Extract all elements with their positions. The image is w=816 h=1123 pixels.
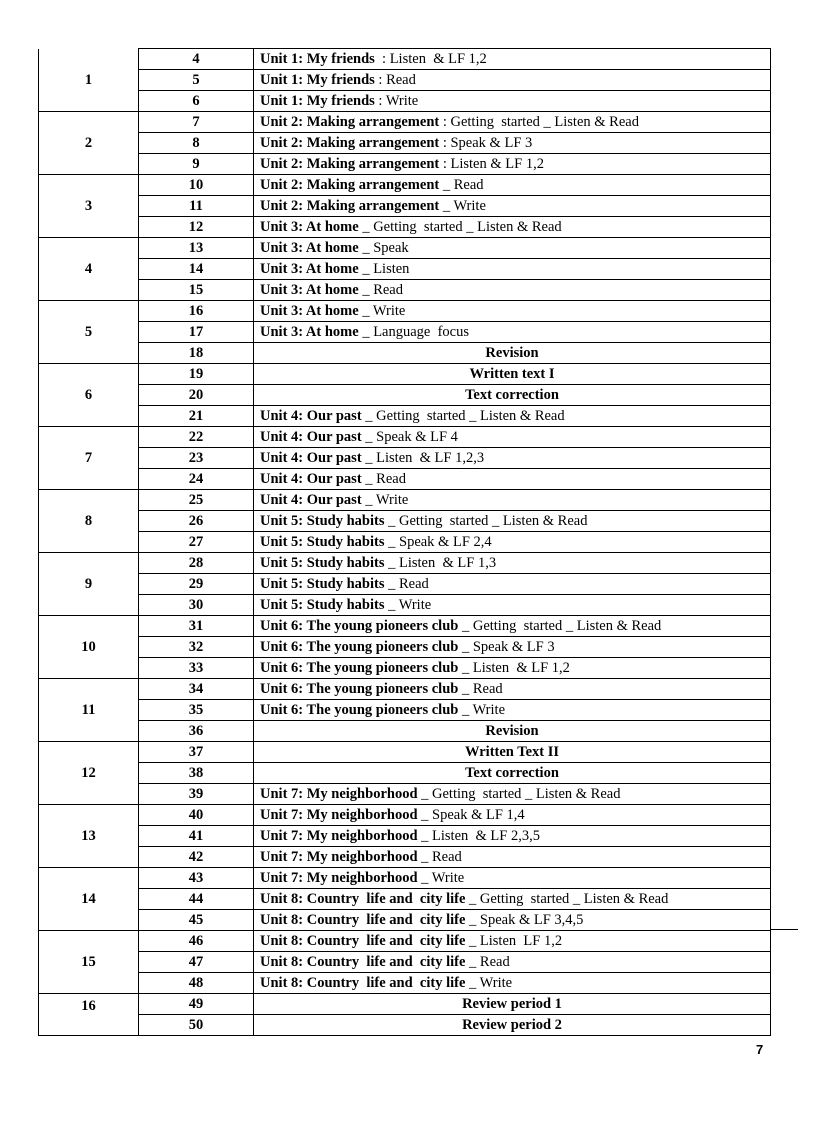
stray-rule-line	[770, 929, 798, 930]
lesson-activity: _ Speak & LF 3,4,5	[465, 912, 584, 928]
lesson-title-cell: Text correction	[254, 763, 771, 784]
lesson-cell	[254, 91, 771, 112]
period-cell: 35	[139, 700, 254, 721]
period-cell: 47	[139, 952, 254, 973]
table-row	[39, 511, 771, 532]
lesson-cell	[254, 406, 771, 427]
period-cell: 9	[139, 154, 254, 175]
lesson-activity: _ Listen	[358, 261, 410, 277]
table-row	[39, 679, 771, 700]
period-cell: 43	[139, 868, 254, 889]
period-cell: 28	[139, 553, 254, 574]
unit-title: Unit 7: My neighborhood	[260, 807, 418, 823]
table-row	[39, 973, 771, 994]
table-row	[39, 154, 771, 175]
period-cell: 18	[139, 343, 254, 364]
week-cell: 1	[39, 49, 139, 112]
lesson-activity: : Getting started _ Listen & Read	[439, 114, 639, 130]
unit-title: Unit 8: Country life and city life	[260, 975, 466, 991]
schedule-table	[38, 48, 771, 1036]
unit-title: Unit 4: Our past	[260, 450, 362, 466]
unit-title: Unit 7: My neighborhood	[260, 870, 418, 886]
table-row	[39, 406, 771, 427]
table-row	[39, 364, 771, 385]
table-row	[39, 658, 771, 679]
lesson-activity: _ Speak & LF 1,4	[417, 807, 525, 823]
period-cell: 14	[139, 259, 254, 280]
period-cell: 46	[139, 931, 254, 952]
table-row	[39, 742, 771, 763]
unit-title: Unit 3: At home	[260, 219, 359, 235]
lesson-cell	[254, 910, 771, 931]
unit-title: Unit 4: Our past	[260, 471, 362, 487]
unit-title: Unit 2: Making arrangement	[260, 198, 440, 214]
table-row	[39, 574, 771, 595]
lesson-activity: _ Speak & LF 3	[458, 639, 555, 655]
table-row	[39, 595, 771, 616]
period-cell: 48	[139, 973, 254, 994]
unit-title: Unit 1: My friends	[260, 72, 375, 88]
unit-title: Unit 5: Study habits	[260, 513, 385, 529]
lesson-cell	[254, 280, 771, 301]
unit-title: Unit 6: The young pioneers club	[260, 660, 459, 676]
lesson-cell	[254, 868, 771, 889]
lesson-title-cell: Revision	[254, 721, 771, 742]
week-cell: 2	[39, 112, 139, 175]
lesson-activity: _ Listen & LF 2,3,5	[417, 828, 540, 844]
lesson-title-cell: Text correction	[254, 385, 771, 406]
unit-title: Unit 3: At home	[260, 324, 359, 340]
period-cell: 17	[139, 322, 254, 343]
lesson-activity: _ Write	[439, 198, 486, 214]
period-cell: 20	[139, 385, 254, 406]
table-row	[39, 931, 771, 952]
period-cell: 8	[139, 133, 254, 154]
week-cell: 8	[39, 490, 139, 553]
table-row	[39, 196, 771, 217]
period-cell: 11	[139, 196, 254, 217]
lesson-activity: _ Read	[358, 282, 403, 298]
table-row	[39, 994, 771, 1015]
schedule-body	[39, 49, 771, 1036]
period-cell: 50	[139, 1015, 254, 1036]
table-row	[39, 217, 771, 238]
week-cell: 9	[39, 553, 139, 616]
unit-title: Unit 7: My neighborhood	[260, 849, 418, 865]
lesson-activity: _ Getting started _ Listen & Read	[361, 408, 565, 424]
lesson-cell	[254, 658, 771, 679]
lesson-activity: _ Getting started _ Listen & Read	[465, 891, 669, 907]
lesson-activity: _ Speak & LF 2,4	[384, 534, 492, 550]
unit-title: Unit 5: Study habits	[260, 534, 385, 550]
lesson-cell	[254, 553, 771, 574]
lesson-cell	[254, 133, 771, 154]
table-row	[39, 721, 771, 742]
period-cell: 30	[139, 595, 254, 616]
lesson-cell	[254, 301, 771, 322]
unit-title: Unit 1: My friends	[260, 93, 375, 109]
unit-title: Unit 6: The young pioneers club	[260, 681, 459, 697]
period-cell: 32	[139, 637, 254, 658]
lesson-activity: _ Write	[384, 597, 432, 613]
table-row	[39, 553, 771, 574]
week-cell: 4	[39, 238, 139, 301]
unit-title: Unit 2: Making arrangement	[260, 177, 440, 193]
lesson-cell	[254, 574, 771, 595]
week-cell: 7	[39, 427, 139, 490]
period-cell: 19	[139, 364, 254, 385]
table-row	[39, 112, 771, 133]
period-cell: 34	[139, 679, 254, 700]
lesson-activity: _ Read	[384, 576, 429, 592]
lesson-cell	[254, 637, 771, 658]
table-row	[39, 889, 771, 910]
week-cell: 14	[39, 868, 139, 931]
lesson-activity: _ Read	[439, 177, 484, 193]
period-cell: 25	[139, 490, 254, 511]
lesson-cell	[254, 448, 771, 469]
unit-title: Unit 4: Our past	[260, 492, 362, 508]
table-row	[39, 238, 771, 259]
unit-title: Unit 5: Study habits	[260, 576, 385, 592]
unit-title: Unit 4: Our past	[260, 408, 362, 424]
lesson-cell	[254, 847, 771, 868]
period-cell: 6	[139, 91, 254, 112]
table-row	[39, 133, 771, 154]
lesson-cell	[254, 784, 771, 805]
period-cell: 15	[139, 280, 254, 301]
period-cell: 38	[139, 763, 254, 784]
table-row	[39, 301, 771, 322]
lesson-activity: _ Write	[358, 303, 406, 319]
period-cell: 31	[139, 616, 254, 637]
lesson-activity: : Read	[374, 72, 416, 88]
lesson-activity: _ Read	[417, 849, 462, 865]
lesson-activity: _ Read	[458, 681, 503, 697]
lesson-cell	[254, 511, 771, 532]
lesson-activity: : Speak & LF 3	[439, 135, 533, 151]
unit-title: Unit 2: Making arrangement	[260, 156, 440, 172]
lesson-cell	[254, 70, 771, 91]
week-cell: 10	[39, 616, 139, 679]
table-row	[39, 448, 771, 469]
lesson-cell	[254, 322, 771, 343]
table-row	[39, 1015, 771, 1036]
table-row	[39, 826, 771, 847]
table-row	[39, 322, 771, 343]
unit-title: Unit 1: My friends	[260, 51, 375, 67]
unit-title: Unit 3: At home	[260, 240, 359, 256]
table-row	[39, 259, 771, 280]
unit-title: Unit 7: My neighborhood	[260, 828, 418, 844]
table-row	[39, 532, 771, 553]
period-cell: 13	[139, 238, 254, 259]
period-cell: 49	[139, 994, 254, 1015]
period-cell: 45	[139, 910, 254, 931]
period-cell: 5	[139, 70, 254, 91]
lesson-activity: _ Write	[465, 975, 513, 991]
period-cell: 42	[139, 847, 254, 868]
lesson-cell	[254, 217, 771, 238]
unit-title: Unit 8: Country life and city life	[260, 891, 466, 907]
lesson-activity: : Write	[374, 93, 419, 109]
lesson-activity: _ Listen LF 1,2	[465, 933, 563, 949]
period-cell: 36	[139, 721, 254, 742]
lesson-activity: : Listen & LF 1,2	[439, 156, 544, 172]
lesson-cell	[254, 889, 771, 910]
table-row	[39, 175, 771, 196]
lesson-cell	[254, 112, 771, 133]
lesson-activity: _ Write	[361, 492, 409, 508]
lesson-activity: _ Getting started _ Listen & Read	[384, 513, 588, 529]
period-cell: 26	[139, 511, 254, 532]
week-cell: 11	[39, 679, 139, 742]
lesson-activity: _ Language focus	[358, 324, 470, 340]
unit-title: Unit 3: At home	[260, 303, 359, 319]
unit-title: Unit 7: My neighborhood	[260, 786, 418, 802]
unit-title: Unit 8: Country life and city life	[260, 933, 466, 949]
lesson-cell	[254, 175, 771, 196]
lesson-cell	[254, 700, 771, 721]
lesson-cell	[254, 196, 771, 217]
week-cell: 12	[39, 742, 139, 805]
lesson-cell	[254, 259, 771, 280]
period-cell: 33	[139, 658, 254, 679]
table-row	[39, 637, 771, 658]
period-cell: 4	[139, 49, 254, 70]
unit-title: Unit 5: Study habits	[260, 555, 385, 571]
unit-title: Unit 4: Our past	[260, 429, 362, 445]
lesson-cell	[254, 469, 771, 490]
period-cell: 29	[139, 574, 254, 595]
lesson-activity: _ Listen & LF 1,2,3	[361, 450, 485, 466]
lesson-activity: : Listen & LF 1,2	[374, 51, 487, 67]
lesson-cell	[254, 826, 771, 847]
lesson-cell	[254, 931, 771, 952]
table-row	[39, 343, 771, 364]
unit-title: Unit 2: Making arrangement	[260, 135, 440, 151]
period-cell: 12	[139, 217, 254, 238]
table-row	[39, 910, 771, 931]
table-row	[39, 700, 771, 721]
table-row	[39, 952, 771, 973]
period-cell: 23	[139, 448, 254, 469]
week-cell: 16	[39, 994, 139, 1036]
lesson-title-cell: Review period 1	[254, 994, 771, 1015]
lesson-activity: _ Write	[417, 870, 465, 886]
period-cell: 10	[139, 175, 254, 196]
table-row	[39, 70, 771, 91]
lesson-cell	[254, 154, 771, 175]
period-cell: 27	[139, 532, 254, 553]
table-row	[39, 805, 771, 826]
unit-title: Unit 6: The young pioneers club	[260, 618, 459, 634]
lesson-cell	[254, 952, 771, 973]
unit-title: Unit 8: Country life and city life	[260, 912, 466, 928]
lesson-title-cell: Revision	[254, 343, 771, 364]
period-cell: 37	[139, 742, 254, 763]
lesson-cell	[254, 595, 771, 616]
period-cell: 7	[139, 112, 254, 133]
lesson-activity: _ Listen & LF 1,3	[384, 555, 497, 571]
lesson-activity: _ Getting started _ Listen & Read	[458, 618, 662, 634]
lesson-cell	[254, 427, 771, 448]
unit-title: Unit 3: At home	[260, 282, 359, 298]
week-cell: 5	[39, 301, 139, 364]
table-row	[39, 784, 771, 805]
period-cell: 44	[139, 889, 254, 910]
week-cell: 3	[39, 175, 139, 238]
table-row	[39, 91, 771, 112]
unit-title: Unit 6: The young pioneers club	[260, 702, 459, 718]
unit-title: Unit 6: The young pioneers club	[260, 639, 459, 655]
table-row	[39, 427, 771, 448]
table-row	[39, 469, 771, 490]
unit-title: Unit 3: At home	[260, 261, 359, 277]
week-cell: 6	[39, 364, 139, 427]
table-row	[39, 868, 771, 889]
lesson-cell	[254, 616, 771, 637]
period-cell: 39	[139, 784, 254, 805]
period-cell: 40	[139, 805, 254, 826]
lesson-cell	[254, 490, 771, 511]
unit-title: Unit 2: Making arrangement	[260, 114, 440, 130]
period-cell: 16	[139, 301, 254, 322]
week-cell: 13	[39, 805, 139, 868]
unit-title: Unit 8: Country life and city life	[260, 954, 466, 970]
lesson-cell	[254, 805, 771, 826]
lesson-title-cell: Written Text II	[254, 742, 771, 763]
lesson-title-cell: Written text I	[254, 364, 771, 385]
week-cell: 15	[39, 931, 139, 994]
lesson-activity: _ Speak	[358, 240, 409, 256]
period-cell: 21	[139, 406, 254, 427]
table-row	[39, 385, 771, 406]
lesson-activity: _ Getting started _ Listen & Read	[358, 219, 562, 235]
table-row	[39, 847, 771, 868]
table-row	[39, 616, 771, 637]
period-cell: 22	[139, 427, 254, 448]
lesson-cell	[254, 679, 771, 700]
lesson-activity: _ Listen & LF 1,2	[458, 660, 570, 676]
lesson-cell	[254, 973, 771, 994]
lesson-cell	[254, 238, 771, 259]
table-row	[39, 763, 771, 784]
lesson-cell	[254, 49, 771, 70]
table-row	[39, 280, 771, 301]
lesson-activity: _ Speak & LF 4	[361, 429, 458, 445]
table-row	[39, 490, 771, 511]
period-cell: 41	[139, 826, 254, 847]
period-cell: 24	[139, 469, 254, 490]
lesson-activity: _ Read	[465, 954, 510, 970]
lesson-cell	[254, 532, 771, 553]
lesson-activity: _ Write	[458, 702, 506, 718]
lesson-activity: _ Getting started _ Listen & Read	[417, 786, 621, 802]
lesson-activity: _ Read	[361, 471, 406, 487]
unit-title: Unit 5: Study habits	[260, 597, 385, 613]
lesson-title-cell: Review period 2	[254, 1015, 771, 1036]
table-row	[39, 49, 771, 70]
page-number: 7	[756, 1042, 764, 1057]
